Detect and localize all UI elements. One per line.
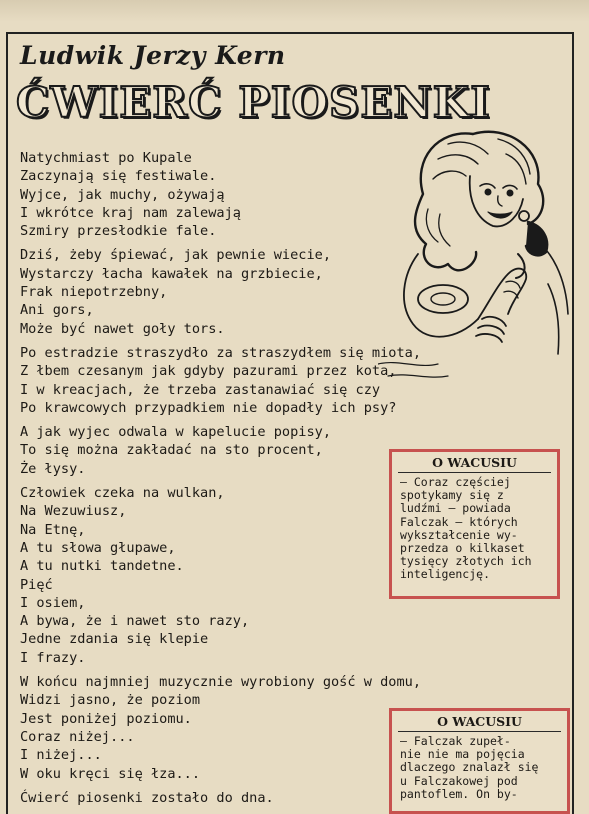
poem-stanza (20, 344, 440, 417)
sidebar-1-text (392, 473, 557, 582)
woman-with-telephone-drawing (378, 114, 578, 414)
poem-line: Zaczynają się festiwale. (20, 168, 217, 185)
poem-line: W końcu najmniej muzycznie wyrobiony gość w domu, (20, 674, 422, 691)
sidebar-line: spotykamy się z (400, 488, 504, 503)
poem-line: Z łbem czesanym jak gdyby pazurami przez kota, (20, 363, 397, 380)
poem-line: W oku kręci się łza... (20, 765, 201, 782)
sidebar-1-heading: O WACUSIU (398, 452, 551, 473)
sidebar-line: u Falczakowej pod (400, 773, 518, 788)
author-name: Ludwik Jerzy Kern (20, 41, 286, 70)
poem-line: Wyjce, jak muchy, ożywają (20, 186, 225, 203)
article-title: ĆWIERĆ PIOSENKI (16, 78, 491, 127)
poem-stanza (20, 789, 440, 807)
poem-line: A tu słowa głupawe, (20, 539, 176, 556)
poem-line: Natychmiast po Kupale (20, 150, 192, 166)
sidebar-line: — Falczak zupeł- (400, 734, 511, 748)
poem-line: Pięć (20, 576, 53, 593)
sidebar-box-o-wacusiu-2 (389, 708, 570, 814)
sidebar-line: Falczak — których (400, 514, 518, 529)
page-top-strip (0, 0, 589, 22)
sidebar-2-heading: O WACUSIU (398, 711, 561, 732)
poem-line: Jest poniżej poziomu. (20, 710, 192, 727)
poem-line: I niżej... (20, 747, 102, 764)
poem-line: Na Etnę, (20, 521, 86, 538)
poem-stanza (20, 423, 440, 478)
poem-line: A tu nutki tandetne. (20, 558, 184, 575)
sidebar-line: tysięcy złotych ich (400, 554, 532, 569)
sidebar-line: pantoflem. On by- (400, 786, 518, 801)
sidebar-2-text (392, 732, 567, 801)
poem-line: Wystarczy łacha kawałek na grzbiecie, (20, 265, 323, 282)
poem-line: Dziś, żeby śpiewać, jak pewnie wiecie, (20, 247, 331, 264)
poem-body (20, 149, 440, 813)
poem-line: Szmiry przesłodkie fale. (20, 223, 217, 240)
sidebar-box-o-wacusiu-1 (389, 449, 560, 599)
sidebar-line: dlaczego znalazł się (400, 760, 539, 775)
poem-line: Że łysy. (20, 460, 86, 477)
poem-stanza (20, 149, 440, 240)
poem-line: Jedne zdania się klepie (20, 631, 209, 648)
poem-line: Widzi jasno, że poziom (20, 692, 201, 709)
poem-line: Po krawcowych przypadkiem nie dopadły ich psy? (20, 399, 397, 416)
sidebar-line: nie nie ma pojęcia (400, 747, 525, 762)
poem-line: I w kreacjach, że trzeba zastanawiać się czy (20, 381, 381, 398)
poem-line: Coraz niżej... (20, 728, 135, 745)
poem-line: Człowiek czeka na wulkan, (20, 485, 225, 502)
poem-line: I wkrótce kraj nam zalewają (20, 204, 241, 221)
poem-line: Ani gors, (20, 302, 94, 319)
poem-line: Po estradzie straszydło za straszydłem się miota, (20, 344, 422, 361)
poem-line: I osiem, (20, 594, 86, 611)
sidebar-line: wykształcenie wy- (400, 527, 518, 542)
poem-stanza (20, 246, 440, 337)
sidebar-line: — Coraz częściej (400, 475, 511, 489)
poem-line: Na Wezuwiusz, (20, 503, 127, 520)
poem-line: Frak niepotrzebny, (20, 284, 168, 301)
poem-line: Ćwierć piosenki zostało do dna. (20, 789, 274, 806)
sidebar-line: przedza o kilkaset (400, 541, 525, 556)
poem-line: A jak wyjec odwala w kapelucie popisy, (20, 424, 331, 441)
sidebar-line: inteligencję. (400, 567, 491, 582)
sidebar-line: ludźmi — powiada (400, 501, 511, 516)
poem-line: To się można zakładać na sto procent, (20, 442, 323, 459)
poem-stanza (20, 673, 440, 783)
poem-line: Może być nawet goły tors. (20, 320, 225, 337)
poem-line: I frazy. (20, 649, 86, 666)
poem-stanza (20, 484, 440, 667)
poem-line: A bywa, że i nawet sto razy, (20, 613, 250, 630)
